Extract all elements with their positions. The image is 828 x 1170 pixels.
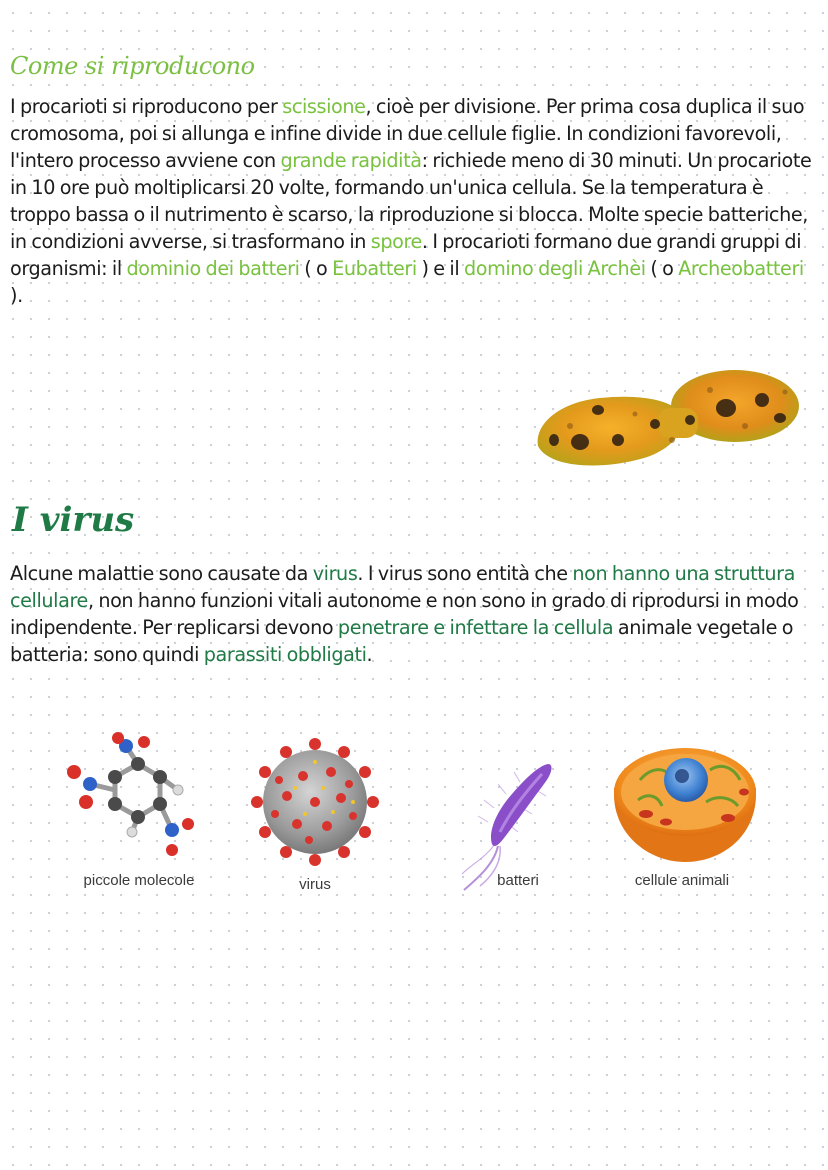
highlighted-term: dominio dei batteri <box>126 257 300 280</box>
bacterium-illustration <box>530 362 802 474</box>
section-heading-virus: I virus <box>12 500 135 540</box>
caption-animal-cells: cellule animali <box>634 872 730 889</box>
text-run: I procarioti si riproducono per <box>10 95 283 118</box>
highlighted-term: Eubatteri <box>332 257 417 280</box>
highlighted-term: parassiti obbligati <box>203 643 367 666</box>
caption-bacteria: batteri <box>497 872 539 889</box>
section-title-reproduction: Come si riproducono <box>10 52 255 80</box>
highlighted-term: penetrare e infettare la cellula <box>337 616 614 639</box>
bacteria-illustration <box>458 752 558 892</box>
paragraph-reproduction <box>10 93 818 309</box>
caption-molecules: piccole molecole <box>83 872 195 889</box>
highlighted-term: Archeobatteri <box>678 257 804 280</box>
text-run: animale vegetale o batteria: sono quindi <box>10 616 794 666</box>
caption-virus: virus <box>299 876 331 893</box>
text-run: ). <box>10 284 23 307</box>
text-run: . I procarioti formano due grandi gruppi di organismi: il <box>10 230 802 280</box>
highlighted-term: scissione <box>282 95 366 118</box>
text-run: . <box>366 643 373 666</box>
molecule-illustration <box>60 732 200 862</box>
highlighted-term: domino degli Archèi <box>463 257 646 280</box>
highlighted-term: grande rapidità <box>280 149 422 172</box>
text-run: ( o <box>645 257 679 280</box>
text-run: . I virus sono entità che <box>357 562 573 585</box>
animal-cell-illustration <box>610 740 760 866</box>
virus-illustration <box>245 732 385 872</box>
text-run: , non hanno funzioni vitali autonome e non sono in grado di riprodursi in modo indipendente. Per replicarsi devono <box>10 589 799 639</box>
text-run: ) e il <box>416 257 464 280</box>
highlighted-term: virus <box>312 562 358 585</box>
text-run: ( o <box>299 257 333 280</box>
text-run: : richiede meno di 30 minuti. Un procariote in 10 ore può moltiplicarsi 20 volte, formando un'unica cellula. Se la temperatura è troppo bassa o il nutrimento è scarso, la riproduzione si blocca. Molte specie batteriche, in condizioni avverse, si trasformano in <box>10 149 812 253</box>
text-run: , cioè per divisione. Per prima cosa duplica il suo cromosoma, poi si allunga e infine divide in due cellule figlie. In condizioni favorevoli, l'intero processo avviene con <box>10 95 805 172</box>
paragraph-virus <box>10 560 818 668</box>
highlighted-term: non hanno una struttura cellulare <box>10 562 796 612</box>
highlighted-term: spore <box>370 230 422 253</box>
text-run: Alcune malattie sono causate da <box>10 562 313 585</box>
